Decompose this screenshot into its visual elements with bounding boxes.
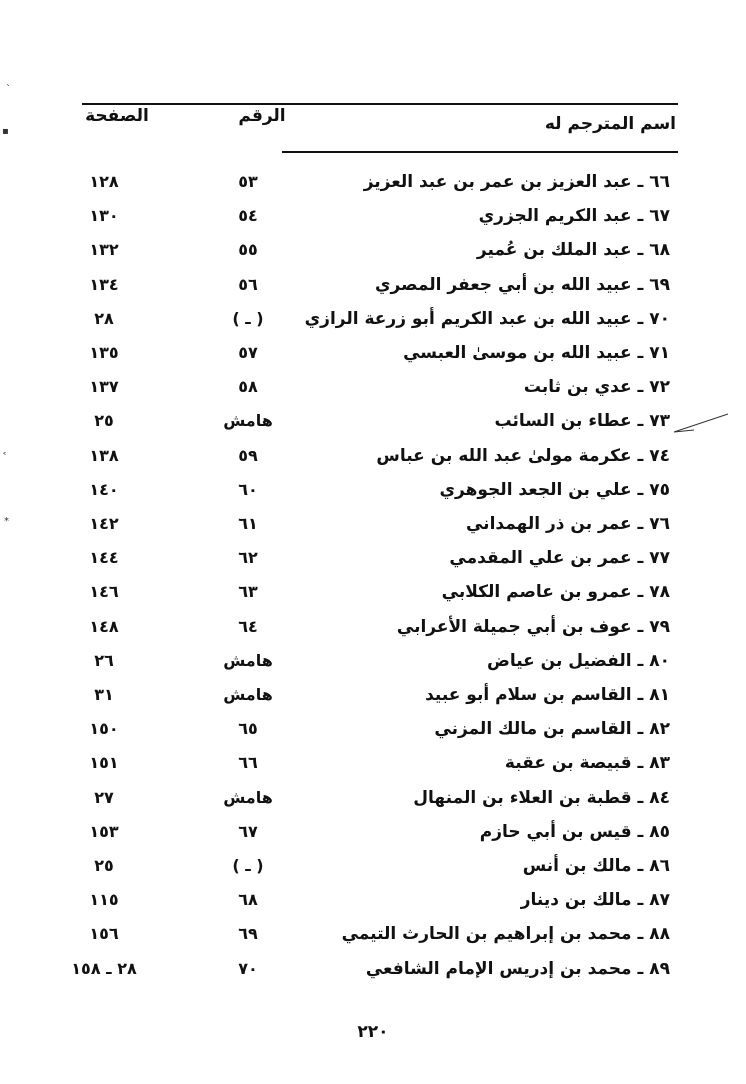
entry-number: ٦٦ (238, 753, 258, 773)
entry-number: ٦٩ (238, 924, 258, 944)
header-top-rule (82, 103, 678, 105)
entry-page: ٢٧ (94, 787, 114, 807)
entry-number: ٧٠ (238, 958, 258, 978)
entry-number: ٦١ (238, 514, 258, 533)
header-page-column: الصفحة (85, 106, 149, 126)
table-row (0, 647, 746, 681)
entry-page: ١٤٢ (89, 514, 119, 533)
table-row (0, 681, 746, 715)
margin-speck: * (4, 516, 9, 527)
entry-number: ٥٨ (238, 377, 258, 397)
entry-name: ٨٠ ـ الفضيل بن عياض (486, 650, 670, 671)
entry-page: ٢٦ (94, 650, 114, 670)
entry-name: ٦٨ ـ عبد الملك بن عُمير (476, 240, 670, 261)
entry-name: ٨٣ ـ قبيصة بن عقبة (504, 753, 670, 774)
entry-name: ٧٢ ـ عدي بن ثابت (523, 377, 670, 398)
entry-page: ٢٥ (94, 411, 114, 431)
entry-name: ٧٧ ـ عمر بن علي المقدمي (449, 548, 670, 569)
entry-name: ٧٤ ـ عكرمة مولىٰ عبد الله بن عباس (376, 445, 670, 466)
entry-number: هامش (223, 650, 273, 670)
table-row (0, 613, 746, 647)
table-row (0, 305, 746, 339)
entry-number: ٥٣ (238, 172, 258, 191)
entry-number: ٦٣ (238, 582, 258, 602)
entry-name: ٧١ ـ عبيد الله بن موسىٰ العبسي (403, 343, 670, 363)
entry-number: ٦٨ (238, 890, 258, 910)
entry-name: ٧٣ ـ عطاء بن السائب (494, 411, 670, 432)
table-row (0, 578, 746, 612)
entry-number: ٦٠ (238, 479, 258, 499)
entry-name: ٧٠ ـ عبيد الله بن عبد الكريم أبو زرعة الرازي (304, 308, 670, 329)
table-row (0, 442, 746, 476)
entry-page: ١٤٤ (89, 548, 119, 568)
entry-page: ١٢٨ (89, 172, 119, 191)
table-row (0, 407, 746, 441)
entry-number: ٥٩ (238, 445, 258, 465)
entry-name: ٨١ ـ القاسم بن سلام أبو عبيد (425, 685, 670, 705)
entry-name: ٨٦ ـ مالك بن أنس (522, 856, 670, 876)
table-row (0, 715, 746, 749)
entry-page: ١٣٨ (89, 445, 119, 465)
table-row (0, 202, 746, 236)
table-row (0, 886, 746, 920)
table-row (0, 544, 746, 578)
entry-page: ١٤٦ (89, 582, 119, 602)
entry-number: ٦٥ (238, 719, 258, 739)
entry-number: ٦٢ (238, 548, 258, 568)
margin-speck: ˂ (2, 452, 7, 463)
table-row (0, 373, 746, 407)
entry-name: ٦٩ ـ عبيد الله بن أبي جعفر المصري (374, 274, 670, 295)
table-row (0, 749, 746, 783)
entry-number: ٥٥ (238, 240, 258, 260)
entry-number: ٥٧ (238, 343, 258, 362)
entry-name: ٦٧ ـ عبد الكريم الجزري (478, 206, 670, 227)
table-row (0, 236, 746, 270)
margin-speck: ` (6, 84, 11, 95)
entry-number: ٥٦ (238, 274, 258, 294)
table-row (0, 852, 746, 886)
entry-page: ١٥٠ (89, 719, 119, 739)
entry-page: ١٣٥ (89, 343, 119, 362)
entry-page: ١٥٣ (89, 821, 119, 841)
header-bottom-rule (282, 151, 678, 153)
header-number-column: الرقم (238, 106, 286, 126)
entry-number: ٥٤ (238, 206, 258, 226)
entry-page: ٣١ (94, 685, 114, 704)
entry-page: ٢٥ (94, 856, 114, 875)
table-row (0, 955, 746, 989)
entry-name: ٨٨ ـ محمد بن إبراهيم بن الحارث التيمي (341, 924, 670, 945)
entry-number: ٦٧ (238, 821, 258, 841)
table-row (0, 818, 746, 852)
entry-name: ٨٤ ـ قطبة بن العلاء بن المنهال (413, 787, 670, 808)
entry-page: ١١٥ (89, 890, 119, 910)
table-row (0, 476, 746, 510)
pen-mark-icon (672, 410, 732, 436)
entry-number: ( ـ ) (232, 308, 264, 328)
entry-page: ١٣٧ (89, 377, 119, 397)
table-row (0, 271, 746, 305)
table-row (0, 920, 746, 954)
entry-page: ١٥٦ (89, 924, 119, 944)
entry-name: ٨٧ ـ مالك بن دينار (520, 890, 670, 911)
header-name-column: اسم المترجم له (544, 114, 676, 134)
table-row (0, 784, 746, 818)
entry-name: ٧٥ ـ علي بن الجعد الجوهري (439, 479, 670, 500)
entry-page: ١٣٤ (89, 274, 119, 294)
entry-name: ٦٦ ـ عبد العزيز بن عمر بن عبد العزيز (363, 172, 670, 192)
entry-page: ١٤٨ (89, 616, 119, 636)
table-row (0, 339, 746, 373)
entry-page: ١٣٠ (89, 206, 119, 226)
entry-page: ٢٨ ـ ١٥٨ (71, 958, 137, 978)
entry-page: ١٣٢ (89, 240, 119, 260)
entry-name: ٨٩ ـ محمد بن إدريس الإمام الشافعي (365, 958, 670, 979)
entry-number: هامش (223, 787, 273, 807)
entry-page: ٢٨ (94, 308, 114, 328)
entry-number: هامش (223, 685, 273, 704)
page-number: ٢٢٠ (357, 1022, 389, 1042)
entry-number: هامش (223, 411, 273, 431)
margin-speck: ▪ (2, 126, 9, 137)
entry-name: ٧٦ ـ عمر بن ذر الهمداني (465, 514, 670, 534)
entry-name: ٨٢ ـ القاسم بن مالك المزني (434, 719, 670, 740)
table-row (0, 168, 746, 202)
table-row (0, 510, 746, 544)
entry-name: ٨٥ ـ قيس بن أبي حازم (479, 821, 670, 842)
entry-number: ( ـ ) (232, 856, 264, 875)
entry-page: ١٥١ (89, 753, 119, 773)
entry-page: ١٤٠ (89, 479, 119, 499)
entry-name: ٧٨ ـ عمرو بن عاصم الكلابي (441, 582, 670, 603)
entry-number: ٦٤ (238, 616, 258, 636)
entry-name: ٧٩ ـ عوف بن أبي جميلة الأعرابي (396, 616, 670, 637)
